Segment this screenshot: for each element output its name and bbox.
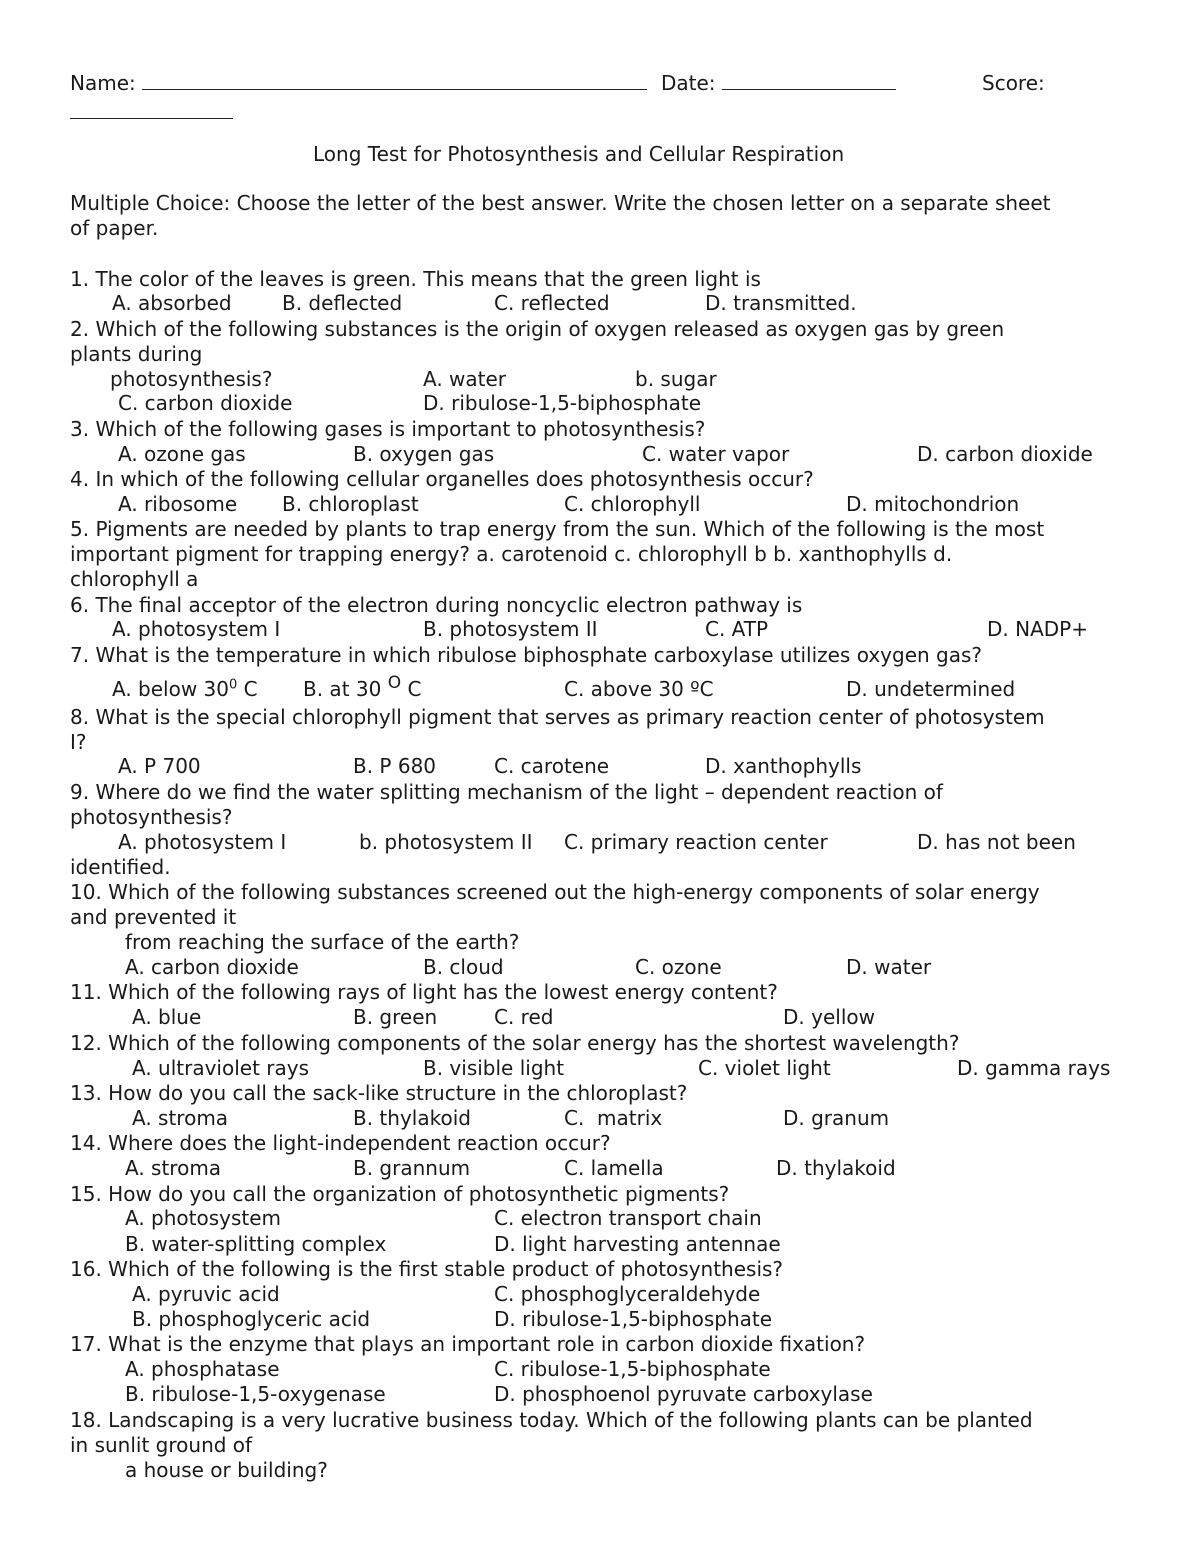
question-6-option-d[interactable]: D. NADP+ — [987, 617, 1088, 641]
question-2-stem-1: 2. Which of the following substances is the origin of oxygen released as oxygen gas by green — [70, 317, 1005, 341]
question-2-option-b[interactable]: b. sugar — [635, 367, 717, 391]
score-line — [982, 71, 1045, 96]
question-4-stem: 4. In which of the following cellular organelles does photosynthesis occur? — [70, 467, 814, 491]
question-12-option-b[interactable]: B. visible light — [423, 1056, 565, 1080]
question-11-option-c[interactable]: C. red — [494, 1005, 554, 1029]
question-5-stem-1: 5. Pigments are needed by plants to trap energy from the sun. Which of the following is the most — [70, 517, 1045, 541]
question-1-option-b[interactable]: B. deflected — [282, 291, 403, 315]
question-2-stem-2: plants during — [70, 342, 203, 366]
name-label: Name: — [70, 71, 136, 95]
question-9-stem-1: 9. Where do we find the water splitting mechanism of the light – dependent reaction of — [70, 780, 943, 804]
question-5-stem-3: chlorophyll a — [70, 567, 199, 591]
question-4-option-b[interactable]: B. chloroplast — [282, 492, 419, 516]
question-17-option-b[interactable]: B. ribulose-1,5-oxygenase — [125, 1382, 386, 1406]
question-5-stem-2: important pigment for trapping energy? a. carotenoid c. chlorophyll b b. xanthophylls d. — [70, 542, 953, 566]
question-18-stem-1: 18. Landscaping is a very lucrative business today. Which of the following plants can be planted — [70, 1408, 1033, 1432]
question-8-stem-1: 8. What is the special chlorophyll pigment that serves as primary reaction center of photosystem — [70, 705, 1045, 729]
question-14-option-a[interactable]: A. stroma — [125, 1156, 222, 1180]
question-9-option-a[interactable]: A. photosystem I — [118, 830, 287, 854]
score-label: Score: — [982, 71, 1045, 95]
question-16-stem: 16. Which of the following is the first stable product of photosynthesis? — [70, 1257, 784, 1281]
question-8-option-c[interactable]: C. carotene — [494, 754, 610, 778]
question-15-option-c[interactable]: C. electron transport chain — [494, 1206, 762, 1230]
question-16-option-c[interactable]: C. phosphoglyceraldehyde — [494, 1282, 761, 1306]
question-9-stem-2: photosynthesis? — [70, 805, 233, 829]
question-3-stem: 3. Which of the following gases is important to photosynthesis? — [70, 417, 706, 441]
question-1-option-c[interactable]: C. reflected — [494, 291, 610, 315]
question-12-stem: 12. Which of the following components of the solar energy has the shortest wavelength? — [70, 1031, 960, 1055]
question-4-option-d[interactable]: D. mitochondrion — [846, 492, 1020, 516]
question-13-option-c[interactable]: C. matrix — [564, 1106, 663, 1130]
question-9-option-b[interactable]: b. photosystem II — [359, 830, 533, 854]
question-13-option-d[interactable]: D. granum — [783, 1106, 890, 1130]
question-9-option-d-continued: identified. — [70, 855, 171, 879]
question-2-option-a[interactable]: A. water — [423, 367, 507, 391]
question-3-option-b[interactable]: B. oxygen gas — [353, 442, 495, 466]
question-17-option-a[interactable]: A. phosphatase — [125, 1357, 280, 1381]
question-17-option-d[interactable]: D. phosphoenol pyruvate carboxylase — [494, 1382, 873, 1406]
question-11-option-a[interactable]: A. blue — [132, 1005, 202, 1029]
question-14-stem: 14. Where does the light-independent reaction occur? — [70, 1131, 611, 1155]
question-2-option-c[interactable]: C. carbon dioxide — [118, 391, 293, 415]
question-8-option-d[interactable]: D. xanthophylls — [705, 754, 862, 778]
question-17-stem: 17. What is the enzyme that plays an important role in carbon dioxide fixation? — [70, 1332, 866, 1356]
question-2-stem-3: photosynthesis? — [110, 367, 273, 391]
date-label: Date: — [661, 71, 716, 95]
question-3-option-c[interactable]: C. water vapor — [642, 442, 790, 466]
question-8-option-a[interactable]: A. P 700 — [118, 754, 201, 778]
name-line — [70, 71, 647, 96]
question-10-option-d[interactable]: D. water — [846, 955, 932, 979]
question-14-option-b[interactable]: B. grannum — [353, 1156, 471, 1180]
question-15-option-b[interactable]: B. water-splitting complex — [125, 1232, 387, 1256]
question-18-stem-3: a house or building? — [125, 1458, 328, 1482]
question-10-option-b[interactable]: B. cloud — [423, 955, 504, 979]
question-18-stem-2: in sunlit ground of — [70, 1433, 253, 1457]
question-15-option-a[interactable]: A. photosystem — [125, 1206, 282, 1230]
question-11-option-b[interactable]: B. green — [353, 1005, 438, 1029]
question-6-stem: 6. The final acceptor of the electron during noncyclic electron pathway is — [70, 593, 803, 617]
question-3-option-d[interactable]: D. carbon dioxide — [917, 442, 1093, 466]
date-field[interactable] — [722, 71, 896, 90]
question-7-option-a[interactable] — [112, 677, 258, 702]
question-15-stem: 15. How do you call the organization of photosynthetic pigments? — [70, 1182, 730, 1206]
question-11-option-d[interactable]: D. yellow — [783, 1005, 875, 1029]
question-1-option-a[interactable]: A. absorbed — [112, 291, 232, 315]
question-16-option-d[interactable]: D. ribulose-1,5-biphosphate — [494, 1307, 773, 1331]
question-13-option-a[interactable]: A. stroma — [132, 1106, 229, 1130]
question-9-option-d[interactable]: D. has not been — [917, 830, 1076, 854]
score-field-line — [70, 100, 233, 125]
question-14-option-d[interactable]: D. thylakoid — [776, 1156, 896, 1180]
score-field[interactable] — [70, 100, 233, 119]
question-1-option-d[interactable]: D. transmitted. — [705, 291, 857, 315]
question-12-option-c[interactable]: C. violet light — [698, 1056, 831, 1080]
question-12-option-a[interactable]: A. ultraviolet rays — [132, 1056, 310, 1080]
degree-sign: O — [387, 673, 402, 693]
question-7-option-a-unit: C — [237, 677, 258, 701]
question-9-option-c[interactable]: C. primary reaction center — [564, 830, 828, 854]
question-10-stem-3: from reaching the surface of the earth? — [125, 930, 520, 954]
question-7-option-b[interactable] — [303, 673, 422, 704]
page-title: Long Test for Photosynthesis and Cellular Respiration — [313, 142, 845, 166]
question-13-option-b[interactable]: B. thylakoid — [353, 1106, 471, 1130]
question-14-option-c[interactable]: C. lamella — [564, 1156, 664, 1180]
question-17-option-c[interactable]: C. ribulose-1,5-biphosphate — [494, 1357, 771, 1381]
question-16-option-a[interactable]: A. pyruvic acid — [132, 1282, 280, 1306]
question-8-option-b[interactable]: B. P 680 — [353, 754, 437, 778]
question-8-stem-2: I? — [70, 730, 87, 754]
question-10-option-a[interactable]: A. carbon dioxide — [125, 955, 299, 979]
question-13-stem: 13. How do you call the sack-like structure in the chloroplast? — [70, 1081, 688, 1105]
question-2-option-d[interactable]: D. ribulose-1,5-biphosphate — [423, 391, 702, 415]
question-7-option-b-text: B. at 30 — [303, 677, 388, 701]
question-6-option-a[interactable]: A. photosystem I — [112, 617, 281, 641]
question-7-option-d[interactable]: D. undetermined — [846, 677, 1016, 701]
question-10-stem-2: and prevented it — [70, 905, 237, 929]
instructions-line-2: of paper. — [70, 216, 159, 240]
instructions-line-1: Multiple Choice: Choose the letter of the best answer. Write the chosen letter on a separate sheet — [70, 191, 1051, 215]
question-11-stem: 11. Which of the following rays of light has the lowest energy content? — [70, 980, 778, 1004]
question-16-option-b[interactable]: B. phosphoglyceric acid — [132, 1307, 371, 1331]
date-line — [661, 71, 896, 96]
question-7-stem: 7. What is the temperature in which ribulose biphosphate carboxylase utilizes oxygen gas? — [70, 643, 983, 667]
question-4-option-a[interactable]: A. ribosome — [118, 492, 238, 516]
question-4-option-c[interactable]: C. chlorophyll — [564, 492, 701, 516]
question-10-stem-1: 10. Which of the following substances screened out the high-energy components of solar energy — [70, 880, 1040, 904]
question-6-option-b[interactable]: B. photosystem II — [423, 617, 598, 641]
question-7-option-c[interactable]: C. above 30 ºC — [564, 677, 714, 701]
question-12-option-d[interactable]: D. gamma rays — [957, 1056, 1111, 1080]
question-6-option-c[interactable]: C. ATP — [705, 617, 769, 641]
name-field[interactable] — [142, 71, 647, 90]
question-3-option-a[interactable]: A. ozone gas — [118, 442, 246, 466]
question-1-stem: 1. The color of the leaves is green. This means that the green light is — [70, 267, 761, 291]
question-7-option-a-text: A. below 30 — [112, 677, 230, 701]
question-7-option-b-unit: C — [401, 677, 422, 701]
question-15-option-d[interactable]: D. light harvesting antennae — [494, 1232, 781, 1256]
degree-sign: 0 — [229, 677, 238, 693]
question-10-option-c[interactable]: C. ozone — [635, 955, 722, 979]
